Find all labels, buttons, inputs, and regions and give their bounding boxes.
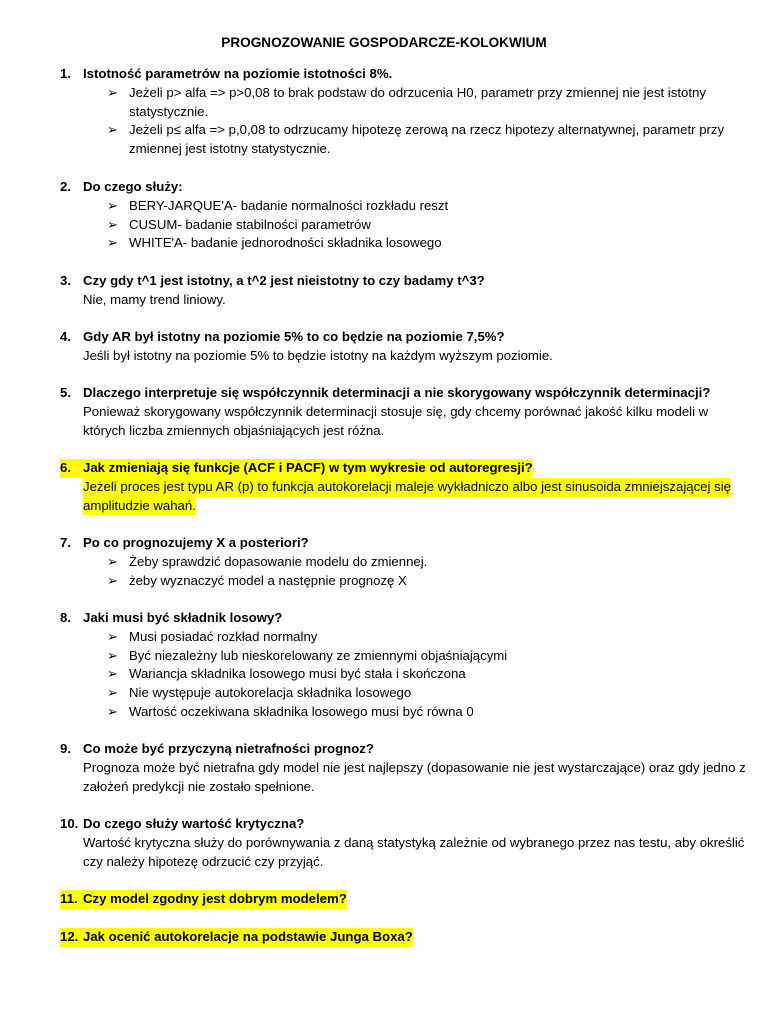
answer-row	[0, 759, 768, 778]
answer-text: czy należy hipotezę odrzucić czy przyjąć.	[83, 853, 324, 869]
question-number: 11.	[60, 890, 90, 909]
question-item	[0, 740, 768, 796]
bullet-row	[0, 216, 768, 235]
question-row	[0, 65, 768, 84]
answer-row	[0, 403, 768, 422]
bullet-row	[0, 103, 768, 122]
answer-text: Prognoza może być nietrafna gdy model nie jest najlepszy (dopasowanie nie jest wystarczające) oraz gdy jedno z	[83, 759, 746, 775]
bullet-arrow-icon: ➢	[107, 216, 119, 232]
question-row	[0, 384, 768, 403]
bullet-arrow-icon: ➢	[107, 628, 119, 644]
question-text: Czy model zgodny jest dobrym modelem?	[83, 890, 347, 909]
bullet-row	[0, 684, 768, 703]
bullet-arrow-icon: ➢	[107, 666, 119, 682]
question-item	[0, 890, 768, 909]
question-item	[0, 534, 768, 590]
answer-row	[0, 853, 768, 872]
bullet-text: Wartość oczekiwana składnika losowego musi być równa 0	[129, 703, 474, 719]
question-item	[0, 928, 768, 947]
bullet-row	[0, 84, 768, 103]
bullet-row	[0, 572, 768, 591]
bullet-text: Żeby sprawdzić dopasowanie modelu do zmiennej.	[129, 553, 428, 569]
answer-text: amplitudzie wahań.	[83, 497, 196, 516]
question-item	[0, 384, 768, 440]
question-item	[0, 272, 768, 310]
question-number: 9.	[60, 741, 71, 756]
question-number: 6.	[60, 459, 83, 478]
question-item	[0, 178, 768, 253]
bullet-text: Być niezależny lub nieskorelowany ze zmiennymi objaśniającymi	[129, 647, 508, 663]
bullet-row	[0, 647, 768, 666]
question-text: Dlaczego interpretuje się współczynnik determinacji a nie skorygowany współczynnik determinacji?	[83, 385, 711, 400]
question-text: Po co prognozujemy X a posteriori?	[83, 535, 309, 550]
question-text: Istotność parametrów na poziomie istotności 8%.	[83, 66, 393, 81]
question-item	[0, 815, 768, 871]
question-item	[0, 328, 768, 366]
answer-text: których liczba zmiennych objaśniających jest różna.	[83, 422, 385, 438]
answer-text: Jeżeli proces jest typu AR (p) to funkcja autokorelacji maleje wykładniczo albo jest sinusoida zmniejszającej się	[83, 478, 731, 497]
bullet-row	[0, 121, 768, 140]
bullet-arrow-icon: ➢	[107, 122, 119, 138]
question-row	[0, 740, 768, 759]
bullet-arrow-icon: ➢	[107, 572, 119, 588]
bullet-arrow-icon: ➢	[107, 197, 119, 213]
answer-row	[0, 291, 768, 310]
answer-row	[0, 478, 768, 497]
bullet-row	[0, 234, 768, 253]
bullet-text: WHITE'A- badanie jednorodności składnika losowego	[129, 235, 442, 251]
question-row	[0, 815, 768, 834]
bullet-text: Jeżeli p> alfa => p>0,08 to brak podstaw do odrzucenia H0, parametr przy zmiennej nie jest istotny	[129, 84, 706, 100]
answer-row	[0, 778, 768, 797]
question-number: 12.	[60, 928, 90, 947]
question-row	[0, 459, 768, 478]
bullet-text: CUSUM- badanie stabilności parametrów	[129, 216, 371, 232]
bullet-text: statystycznie.	[129, 103, 209, 119]
question-row	[0, 328, 768, 347]
question-row	[0, 534, 768, 553]
answer-row	[0, 347, 768, 366]
bullet-text: żeby wyznaczyć model a następnie prognozę X	[129, 572, 407, 588]
answer-row	[0, 422, 768, 441]
answer-row	[0, 497, 768, 516]
document-title: PROGNOZOWANIE GOSPODARCZE-KOLOKWIUM	[221, 35, 547, 50]
bullet-row	[0, 553, 768, 572]
question-number: 5.	[60, 385, 71, 400]
question-number: 4.	[60, 329, 71, 344]
bullet-text: zmiennej jest istotny statystycznie.	[129, 141, 331, 157]
question-text: Do czego służy:	[83, 179, 183, 194]
bullet-row	[0, 628, 768, 647]
question-number: 3.	[60, 273, 71, 288]
question-number: 10.	[60, 816, 79, 831]
question-text: Co może być przyczyną nietrafności prognoz?	[83, 741, 374, 756]
bullet-row	[0, 140, 768, 159]
question-number: 2.	[60, 179, 71, 194]
bullet-text: Wariancja składnika losowego musi być stała i skończona	[129, 666, 466, 682]
bullet-text: Nie występuje autokorelacja składnika losowego	[129, 685, 412, 701]
question-item	[0, 459, 768, 515]
question-row	[0, 178, 768, 197]
bullet-text: BERY-JARQUE'A- badanie normalności rozkładu reszt	[129, 197, 449, 213]
question-number: 1.	[60, 66, 71, 81]
answer-text: Nie, mamy trend liniowy.	[83, 291, 226, 307]
question-row	[0, 609, 768, 628]
question-text: Jak zmieniają się funkcje (ACF i PACF) w tym wykresie od autoregresji?	[83, 459, 533, 478]
bullet-text: Musi posiadać rozkład normalny	[129, 628, 318, 644]
bullet-arrow-icon: ➢	[107, 647, 119, 663]
bullet-arrow-icon: ➢	[107, 685, 119, 701]
question-row	[0, 890, 768, 909]
answer-row	[0, 834, 768, 853]
question-text: Czy gdy t^1 jest istotny, a t^2 jest nieistotny to czy badamy t^3?	[83, 273, 485, 288]
bullet-arrow-icon: ➢	[107, 553, 119, 569]
question-number: 8.	[60, 610, 71, 625]
question-item	[0, 609, 768, 722]
bullet-row	[0, 197, 768, 216]
question-item	[0, 65, 768, 159]
bullet-arrow-icon: ➢	[107, 84, 119, 100]
bullet-arrow-icon: ➢	[107, 703, 119, 719]
question-number: 7.	[60, 535, 71, 550]
question-row	[0, 272, 768, 291]
bullet-row	[0, 665, 768, 684]
answer-text: Ponieważ skorygowany współczynnik determinacji stosuje się, gdy chcemy porównać jakość kilku modeli w	[83, 403, 709, 419]
answer-text: Jeśli był istotny na poziomie 5% to będzie istotny na każdym wyższym poziomie.	[83, 347, 553, 363]
bullet-arrow-icon: ➢	[107, 235, 119, 251]
answer-text: założeń predykcji nie zostało spełnione.	[83, 778, 315, 794]
question-text: Jak ocenić autokorelacje na podstawie Junga Boxa?	[83, 928, 413, 947]
question-text: Gdy AR był istotny na poziomie 5% to co będzie na poziomie 7,5%?	[83, 329, 505, 344]
bullet-row	[0, 703, 768, 722]
answer-text: Wartość krytyczna służy do porównywania z daną statystyką zależnie od wybranego przez nas testu, aby określić	[83, 834, 745, 850]
question-row	[0, 928, 768, 947]
bullet-text: Jeżeli p≤ alfa => p,0,08 to odrzucamy hipotezę zerową na rzecz hipotezy alternatywnej, parametr przy	[129, 122, 725, 138]
question-text: Do czego służy wartość krytyczna?	[83, 816, 305, 831]
question-text: Jaki musi być składnik losowy?	[83, 610, 283, 625]
